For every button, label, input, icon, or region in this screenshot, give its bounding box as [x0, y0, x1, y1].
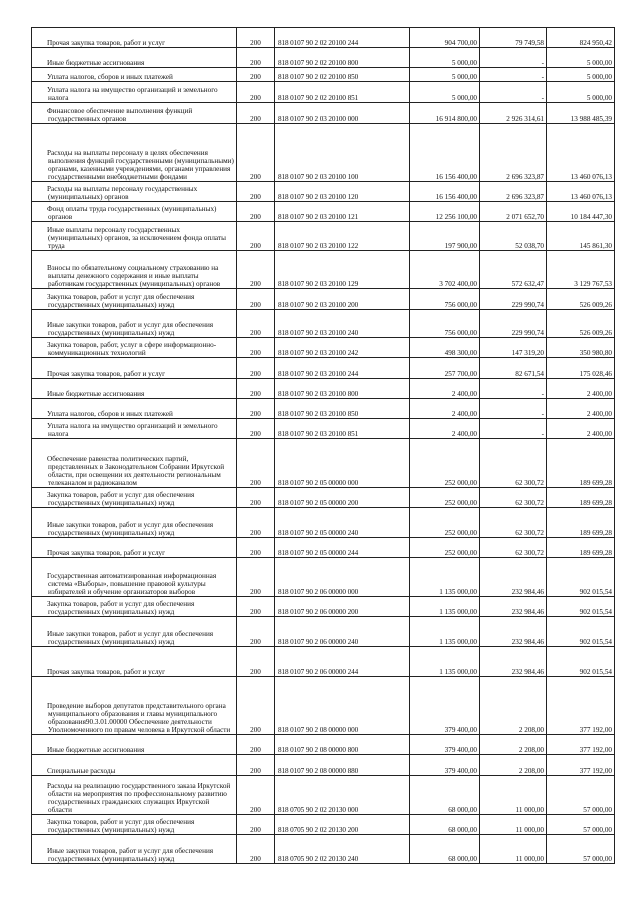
unexecuted-amount-cell: 377 192,00 [547, 677, 615, 735]
expense-name-cell: Прочая закупка товаров, работ и услуг [32, 28, 237, 48]
executed-amount-cell: 82 671,54 [480, 358, 547, 379]
expense-name-cell: Государственная автоматизированная информационная система «Выборы», повышение правовой культуры избирателей и обучение организаторов выборов [32, 558, 237, 597]
unexecuted-amount-cell: 377 192,00 [547, 735, 615, 755]
line-code-cell: 200 [237, 124, 275, 182]
table-row [32, 338, 615, 358]
unexecuted-amount-cell: 902 015,54 [547, 597, 615, 617]
approved-amount-cell: 904 700,00 [410, 28, 480, 48]
budget-classification-code-cell: 818 0705 90 2 02 20130 240 [275, 835, 410, 864]
unexecuted-amount-cell: 526 009,26 [547, 289, 615, 310]
expense-name-cell: Расходы на выплаты персоналу государственных (муниципальных) органов [32, 182, 237, 202]
executed-amount-cell: 2 208,00 [480, 677, 547, 735]
approved-amount-cell: 2 400,00 [410, 419, 480, 439]
expense-name-cell: Иные бюджетные ассигнования [32, 48, 237, 68]
table-row [32, 508, 615, 538]
line-code-cell: 200 [237, 182, 275, 202]
table-row [32, 289, 615, 310]
unexecuted-amount-cell: 902 015,54 [547, 647, 615, 677]
executed-amount-cell: 79 749,58 [480, 28, 547, 48]
table-row [32, 755, 615, 776]
table-row [32, 597, 615, 617]
budget-classification-code-cell: 818 0107 90 2 03 20100 122 [275, 222, 410, 251]
approved-amount-cell: 197 900,00 [410, 222, 480, 251]
table-row [32, 379, 615, 399]
line-code-cell: 200 [237, 289, 275, 310]
budget-classification-code-cell: 818 0107 90 2 06 00000 240 [275, 617, 410, 647]
line-code-cell: 200 [237, 68, 275, 82]
expense-name-cell: Обеспечение равенства политических партий, представленных в Законодательном Собрании Иркутской области, при освещении их деятельности региональным телеканалом и радиоканалом [32, 439, 237, 488]
expense-name-cell: Специальные расходы [32, 755, 237, 776]
expense-name-cell: Иные выплаты персоналу государственных (муниципальных) органов, за исключением фонда оплаты труда [32, 222, 237, 251]
table-row [32, 124, 615, 182]
budget-classification-code-cell: 818 0107 90 2 02 20100 851 [275, 82, 410, 103]
executed-amount-cell: 229 990,74 [480, 310, 547, 338]
unexecuted-amount-cell: 13 460 076,13 [547, 124, 615, 182]
line-code-cell: 200 [237, 735, 275, 755]
unexecuted-amount-cell: 5 000,00 [547, 68, 615, 82]
budget-classification-code-cell: 818 0107 90 2 03 20100 240 [275, 310, 410, 338]
expense-name-cell: Закупка товаров, работ и услуг для обеспечения государственных (муниципальных) нужд [32, 815, 237, 835]
executed-amount-cell: 2 926 314,61 [480, 103, 547, 124]
approved-amount-cell: 379 400,00 [410, 677, 480, 735]
line-code-cell: 200 [237, 617, 275, 647]
approved-amount-cell: 756 000,00 [410, 310, 480, 338]
executed-amount-cell: 11 000,00 [480, 815, 547, 835]
table-row [32, 488, 615, 508]
budget-classification-code-cell: 818 0107 90 2 03 20100 800 [275, 379, 410, 399]
line-code-cell: 200 [237, 310, 275, 338]
budget-classification-code-cell: 818 0107 90 2 02 20100 850 [275, 68, 410, 82]
line-code-cell: 200 [237, 835, 275, 864]
line-code-cell: 200 [237, 647, 275, 677]
unexecuted-amount-cell: 2 400,00 [547, 379, 615, 399]
line-code-cell: 200 [237, 597, 275, 617]
unexecuted-amount-cell: 145 861,30 [547, 222, 615, 251]
executed-amount-cell: 147 319,20 [480, 338, 547, 358]
table-row [32, 251, 615, 289]
approved-amount-cell: 1 135 000,00 [410, 597, 480, 617]
table-row [32, 538, 615, 558]
executed-amount-cell: - [480, 399, 547, 419]
unexecuted-amount-cell: 824 950,42 [547, 28, 615, 48]
approved-amount-cell: 252 000,00 [410, 508, 480, 538]
approved-amount-cell: 16 914 800,00 [410, 103, 480, 124]
table-row [32, 647, 615, 677]
line-code-cell: 200 [237, 677, 275, 735]
approved-amount-cell: 252 000,00 [410, 538, 480, 558]
budget-classification-code-cell: 818 0107 90 2 05 00000 244 [275, 538, 410, 558]
unexecuted-amount-cell: 57 000,00 [547, 776, 615, 815]
budget-classification-code-cell: 818 0107 90 2 03 20100 850 [275, 399, 410, 419]
line-code-cell: 200 [237, 558, 275, 597]
line-code-cell: 200 [237, 82, 275, 103]
budget-classification-code-cell: 818 0107 90 2 03 20100 200 [275, 289, 410, 310]
unexecuted-amount-cell: 13 988 485,39 [547, 103, 615, 124]
expense-name-cell: Закупка товаров, работ и услуг для обеспечения государственных (муниципальных) нужд [32, 488, 237, 508]
approved-amount-cell: 1 135 000,00 [410, 617, 480, 647]
budget-classification-code-cell: 818 0705 90 2 02 20130 200 [275, 815, 410, 835]
unexecuted-amount-cell: 13 460 076,13 [547, 182, 615, 202]
approved-amount-cell: 252 000,00 [410, 439, 480, 488]
budget-classification-code-cell: 818 0107 90 2 06 00000 200 [275, 597, 410, 617]
expense-name-cell: Иные бюджетные ассигнования [32, 735, 237, 755]
table-row [32, 776, 615, 815]
line-code-cell: 200 [237, 776, 275, 815]
expense-name-cell: Уплата налогов, сборов и иных платежей [32, 399, 237, 419]
expense-name-cell: Расходы на выплаты персоналу в целях обеспечения выполнения функций государственными (муниципальными) органами, казенными учреждениями, органами управления государственными внебюджетными фондами [32, 124, 237, 182]
executed-amount-cell: - [480, 48, 547, 68]
approved-amount-cell: 2 400,00 [410, 379, 480, 399]
approved-amount-cell: 498 300,00 [410, 338, 480, 358]
unexecuted-amount-cell: 2 400,00 [547, 419, 615, 439]
expense-name-cell: Проведение выборов депутатов представительного органа муниципального образования и главы муниципального образования90.3.01.00000 Обеспечение деятельности Уполномоченного по правам человека в Иркутской области [32, 677, 237, 735]
approved-amount-cell: 2 400,00 [410, 399, 480, 419]
budget-table-body [32, 28, 615, 864]
budget-classification-code-cell: 818 0107 90 2 08 00000 000 [275, 677, 410, 735]
approved-amount-cell: 1 135 000,00 [410, 558, 480, 597]
expense-name-cell: Иные закупки товаров, работ и услуг для обеспечения государственных (муниципальных) нужд [32, 835, 237, 864]
budget-classification-code-cell: 818 0107 90 2 03 20100 244 [275, 358, 410, 379]
budget-classification-code-cell: 818 0107 90 2 08 00000 880 [275, 755, 410, 776]
budget-classification-code-cell: 818 0107 90 2 02 20100 800 [275, 48, 410, 68]
unexecuted-amount-cell: 57 000,00 [547, 835, 615, 864]
line-code-cell: 200 [237, 358, 275, 379]
line-code-cell: 200 [237, 399, 275, 419]
approved-amount-cell: 16 156 400,00 [410, 182, 480, 202]
executed-amount-cell: 2 071 652,70 [480, 202, 547, 222]
unexecuted-amount-cell: 526 009,26 [547, 310, 615, 338]
budget-classification-code-cell: 818 0107 90 2 03 20100 121 [275, 202, 410, 222]
executed-amount-cell: 232 984,46 [480, 597, 547, 617]
table-row [32, 202, 615, 222]
budget-report-page [31, 27, 614, 864]
table-row [32, 82, 615, 103]
line-code-cell: 200 [237, 755, 275, 776]
line-code-cell: 200 [237, 222, 275, 251]
unexecuted-amount-cell: 57 000,00 [547, 815, 615, 835]
expense-name-cell: Закупка товаров, работ и услуг для обеспечения государственных (муниципальных) нужд [32, 597, 237, 617]
table-row [32, 399, 615, 419]
approved-amount-cell: 252 000,00 [410, 488, 480, 508]
line-code-cell: 200 [237, 251, 275, 289]
executed-amount-cell: 62 300,72 [480, 538, 547, 558]
table-row [32, 310, 615, 338]
unexecuted-amount-cell: 350 980,80 [547, 338, 615, 358]
line-code-cell: 200 [237, 508, 275, 538]
line-code-cell: 200 [237, 815, 275, 835]
expense-name-cell: Закупка товаров, работ и услуг для обеспечения государственных (муниципальных) нужд [32, 289, 237, 310]
approved-amount-cell: 5 000,00 [410, 68, 480, 82]
budget-classification-code-cell: 818 0107 90 2 06 00000 244 [275, 647, 410, 677]
table-row [32, 182, 615, 202]
executed-amount-cell: - [480, 419, 547, 439]
line-code-cell: 200 [237, 338, 275, 358]
approved-amount-cell: 1 135 000,00 [410, 647, 480, 677]
executed-amount-cell: 11 000,00 [480, 776, 547, 815]
unexecuted-amount-cell: 902 015,54 [547, 558, 615, 597]
executed-amount-cell: 229 990,74 [480, 289, 547, 310]
executed-amount-cell: - [480, 68, 547, 82]
executed-amount-cell: 232 984,46 [480, 647, 547, 677]
approved-amount-cell: 379 400,00 [410, 755, 480, 776]
unexecuted-amount-cell: 189 699,28 [547, 439, 615, 488]
budget-classification-code-cell: 818 0107 90 2 02 20100 244 [275, 28, 410, 48]
approved-amount-cell: 379 400,00 [410, 735, 480, 755]
executed-amount-cell: - [480, 379, 547, 399]
executed-amount-cell: 11 000,00 [480, 835, 547, 864]
approved-amount-cell: 3 702 400,00 [410, 251, 480, 289]
budget-classification-code-cell: 818 0107 90 2 06 00000 000 [275, 558, 410, 597]
table-row [32, 48, 615, 68]
executed-amount-cell: 2 208,00 [480, 755, 547, 776]
executed-amount-cell: 62 300,72 [480, 439, 547, 488]
unexecuted-amount-cell: 902 015,54 [547, 617, 615, 647]
expense-name-cell: Иные закупки товаров, работ и услуг для обеспечения государственных (муниципальных) нужд [32, 508, 237, 538]
table-row [32, 439, 615, 488]
line-code-cell: 200 [237, 202, 275, 222]
executed-amount-cell: 2 208,00 [480, 735, 547, 755]
executed-amount-cell: 52 038,70 [480, 222, 547, 251]
approved-amount-cell: 756 000,00 [410, 289, 480, 310]
budget-classification-code-cell: 818 0107 90 2 03 20100 851 [275, 419, 410, 439]
expense-name-cell: Финансовое обеспечение выполнения функций государственных органов [32, 103, 237, 124]
approved-amount-cell: 5 000,00 [410, 82, 480, 103]
expense-name-cell: Взносы по обязательному социальному страхованию на выплаты денежного содержания и иные выплаты работникам государственных (муниципальных) органов [32, 251, 237, 289]
approved-amount-cell: 68 000,00 [410, 776, 480, 815]
expense-name-cell: Иные закупки товаров, работ и услуг для обеспечения государственных (муниципальных) нужд [32, 617, 237, 647]
executed-amount-cell: 232 984,46 [480, 558, 547, 597]
unexecuted-amount-cell: 189 699,28 [547, 508, 615, 538]
budget-classification-code-cell: 818 0107 90 2 08 00000 800 [275, 735, 410, 755]
approved-amount-cell: 5 000,00 [410, 48, 480, 68]
executed-amount-cell: - [480, 82, 547, 103]
budget-classification-code-cell: 818 0107 90 2 03 20100 000 [275, 103, 410, 124]
table-row [32, 68, 615, 82]
line-code-cell: 200 [237, 48, 275, 68]
table-row [32, 222, 615, 251]
expense-name-cell: Прочая закупка товаров, работ и услуг [32, 647, 237, 677]
budget-classification-code-cell: 818 0705 90 2 02 20130 000 [275, 776, 410, 815]
budget-classification-code-cell: 818 0107 90 2 03 20100 120 [275, 182, 410, 202]
executed-amount-cell: 232 984,46 [480, 617, 547, 647]
table-row [32, 815, 615, 835]
expense-name-cell: Фонд оплаты труда государственных (муниципальных) органов [32, 202, 237, 222]
approved-amount-cell: 16 156 400,00 [410, 124, 480, 182]
unexecuted-amount-cell: 10 184 447,30 [547, 202, 615, 222]
budget-classification-code-cell: 818 0107 90 2 03 20100 100 [275, 124, 410, 182]
line-code-cell: 200 [237, 379, 275, 399]
table-row [32, 558, 615, 597]
budget-expenditure-table [31, 27, 615, 864]
approved-amount-cell: 12 256 100,00 [410, 202, 480, 222]
table-row [32, 677, 615, 735]
budget-classification-code-cell: 818 0107 90 2 05 00000 200 [275, 488, 410, 508]
table-row [32, 617, 615, 647]
budget-classification-code-cell: 818 0107 90 2 05 00000 000 [275, 439, 410, 488]
executed-amount-cell: 62 300,72 [480, 488, 547, 508]
approved-amount-cell: 68 000,00 [410, 835, 480, 864]
expense-name-cell: Прочая закупка товаров, работ и услуг [32, 538, 237, 558]
unexecuted-amount-cell: 189 699,28 [547, 538, 615, 558]
approved-amount-cell: 68 000,00 [410, 815, 480, 835]
unexecuted-amount-cell: 3 129 767,53 [547, 251, 615, 289]
budget-classification-code-cell: 818 0107 90 2 03 20100 129 [275, 251, 410, 289]
expense-name-cell: Расходы на реализацию государственного заказа Иркутской области на мероприятия по профессиональному развитию государственных гражданских служащих Иркутской области [32, 776, 237, 815]
expense-name-cell: Иные бюджетные ассигнования [32, 379, 237, 399]
expense-name-cell: Прочая закупка товаров, работ и услуг [32, 358, 237, 379]
unexecuted-amount-cell: 5 000,00 [547, 82, 615, 103]
executed-amount-cell: 2 696 323,87 [480, 124, 547, 182]
unexecuted-amount-cell: 5 000,00 [547, 48, 615, 68]
unexecuted-amount-cell: 175 028,46 [547, 358, 615, 379]
table-row [32, 103, 615, 124]
table-row [32, 735, 615, 755]
executed-amount-cell: 2 696 323,87 [480, 182, 547, 202]
executed-amount-cell: 572 632,47 [480, 251, 547, 289]
approved-amount-cell: 257 700,00 [410, 358, 480, 379]
expense-name-cell: Уплата налога на имущество организаций и земельного налога [32, 419, 237, 439]
table-row [32, 419, 615, 439]
budget-classification-code-cell: 818 0107 90 2 03 20100 242 [275, 338, 410, 358]
line-code-cell: 200 [237, 488, 275, 508]
budget-classification-code-cell: 818 0107 90 2 05 00000 240 [275, 508, 410, 538]
unexecuted-amount-cell: 189 699,28 [547, 488, 615, 508]
expense-name-cell: Уплата налога на имущество организаций и земельного налога [32, 82, 237, 103]
unexecuted-amount-cell: 2 400,00 [547, 399, 615, 419]
table-row [32, 358, 615, 379]
table-row [32, 28, 615, 48]
expense-name-cell: Уплата налогов, сборов и иных платежей [32, 68, 237, 82]
line-code-cell: 200 [237, 28, 275, 48]
table-row [32, 835, 615, 864]
expense-name-cell: Закупка товаров, работ, услуг в сфере информационно-коммуникационных технологий [32, 338, 237, 358]
line-code-cell: 200 [237, 439, 275, 488]
line-code-cell: 200 [237, 103, 275, 124]
expense-name-cell: Иные закупки товаров, работ и услуг для обеспечения государственных (муниципальных) нужд [32, 310, 237, 338]
executed-amount-cell: 62 300,72 [480, 508, 547, 538]
line-code-cell: 200 [237, 538, 275, 558]
line-code-cell: 200 [237, 419, 275, 439]
unexecuted-amount-cell: 377 192,00 [547, 755, 615, 776]
